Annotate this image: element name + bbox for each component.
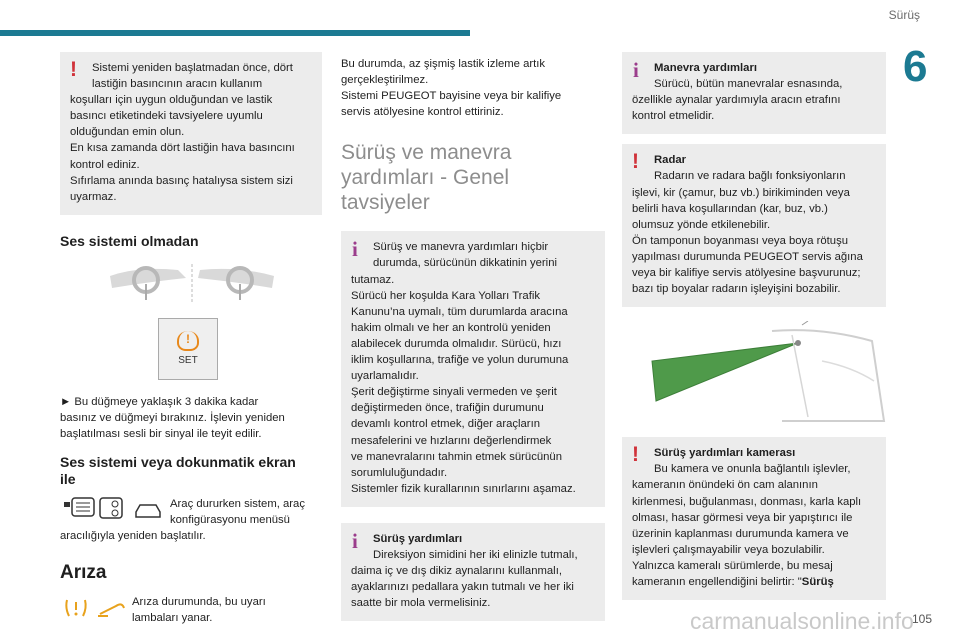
instruction-paragraph (60, 394, 322, 442)
info-line: tutamaz. (351, 273, 395, 286)
camera-illustration (622, 321, 886, 425)
camera-line: işlevleri çalışmayabilir veya bozulabilir. (632, 543, 825, 556)
driving-aids-title: Sürüş yardımları (373, 532, 463, 545)
info-line: Sistemler fizik kurallarının sınırlarını aşamaz. (351, 482, 576, 495)
intro-line: gerçekleştirilmez. (341, 74, 429, 87)
warning-line: basıncı etiketindeki tavsiyelere uyumlu (70, 110, 263, 123)
tpms-warning-box (60, 52, 322, 215)
instruction-line: basınız ve düğmeyi bırakınız. İşlevin yeniden (60, 411, 285, 424)
column-1 (60, 52, 322, 628)
radar-line: belirli hava koşullarından (kar, buz, vb.) (632, 202, 828, 215)
warning-line: olduğundan emin olun. (70, 126, 185, 139)
intro-line: servis atölyesine kontrol ettiriniz. (341, 106, 504, 119)
maneuver-aids-box (622, 52, 886, 134)
intro-paragraph (341, 56, 605, 120)
radar-line: yapılması durumunda PEUGEOT servis ağına (632, 250, 863, 263)
touch-line: Araç dururken sistem, araç (170, 498, 305, 511)
dashboard-illustration (108, 262, 278, 306)
camera-line: kameranın önündeki ön cam alanının (632, 479, 818, 492)
heading-fault: Arıza (60, 562, 107, 584)
fault-text (132, 594, 266, 626)
camera-line: Bu kamera ve onunla bağlantılı işlevler, (654, 463, 851, 476)
radar-line: bazı tip boyalar radarın işleyişini bozabilir. (632, 283, 841, 296)
radar-warning-box (622, 144, 886, 307)
windshield-camera-image (622, 321, 886, 425)
section-title-line: Sürüş ve manevra (341, 141, 512, 165)
watermark: carmanualsonline.info (690, 608, 914, 634)
heading-touchscreen: Ses sistemi veya dokunmatik ekran ile (60, 454, 296, 488)
info-line: ve manevralarını tahmin etmek sürücünün (351, 450, 562, 463)
info-line: Kanunu’na uymalı, tüm durumlarda aracına (351, 305, 568, 318)
chapter-color-bar (0, 30, 470, 36)
info-icon: i (352, 528, 358, 553)
dashboard-image (108, 262, 278, 306)
radar-line: işlevi, kir (çamur, buz vb.) birikiminden veya (632, 186, 850, 199)
section-title (341, 140, 605, 215)
touchscreen-text-bottom (60, 528, 206, 544)
camera-line-last: kameranın engellendiğini belirtir: "Sürüş (632, 575, 834, 588)
warning-line: kontrol ediniz. (70, 158, 140, 171)
warning-icon: ! (632, 443, 639, 467)
touchscreen-section (60, 496, 322, 546)
maneuver-line: özellikle aynalar yardımıyla aracın etrafını (632, 94, 841, 107)
maneuver-title: Manevra yardımları (654, 62, 757, 74)
maneuver-line: kontrol etmelidir. (632, 110, 715, 123)
tyre-pressure-icon: ! (177, 331, 199, 351)
info-line: iklim koşullarına, trafiğe ve yolun durumuna (351, 354, 569, 367)
camera-line: üzerinin kaplanması durumunda kamera ve (632, 527, 849, 540)
warning-line: Sistemi yeniden başlatmadan önce, dört (92, 62, 293, 74)
tpms-reset-button-illustration (158, 318, 218, 380)
info-icon: i (633, 58, 639, 82)
warning-line: koşulları için uygun olduğundan ve lastik (70, 94, 273, 107)
section-title-line: yardımları - Genel (341, 166, 510, 190)
touch-line: konfigürasyonu menüsü (170, 514, 290, 527)
driving-aids-box (341, 523, 605, 621)
set-label: SET (178, 355, 198, 367)
camera-line: Yalnızca kameralı sürümlerde, bu mesaj (632, 559, 833, 572)
warning-line: lastiğin basıncının aracın kullanım (92, 78, 263, 91)
instruction-line: ► Bu düğmeye yaklaşık 3 dakika kadar (60, 395, 259, 408)
info-icon: i (352, 237, 358, 262)
driving-aids-line: daima iç ve dış dikiz aynalarını kullanmalı, (351, 565, 562, 578)
info-line: Sürüş ve manevra yardımları hiçbir (373, 241, 549, 254)
fault-section (60, 594, 322, 628)
column-2 (341, 52, 605, 621)
info-line: alabilecek durumda olmalıdır. Sürücü, hızı (351, 337, 562, 350)
section-title-line: tavsiyeler (341, 191, 430, 215)
warning-line: uyarmaz. (70, 190, 117, 203)
warning-lamps (64, 596, 128, 620)
info-line: devamlı kontrol etmek, diğer araçların (351, 418, 540, 431)
info-line: değiştirmeden önce, trafiğin durumunu (351, 402, 544, 415)
maneuver-line: Sürücü, bütün manevralar esnasında, (654, 78, 843, 91)
warning-line: Sıfırlama anında basınç hatalıysa sistem sizi (70, 174, 293, 187)
driving-aids-line: Direksiyon simidini her iki elinizle tutmalı, (373, 548, 578, 561)
radar-line: olumsuz yönde etkilenebilir. (632, 218, 771, 231)
radar-line: veya bir kalifiye servis atölyesine başvurunuz; (632, 267, 861, 280)
fault-line: lambaları yanar. (132, 612, 213, 625)
warning-icon: ! (70, 58, 77, 81)
camera-line: kirlenmesi, buğulanması, donması, karla kaplı (632, 495, 862, 508)
info-line: hakim olmalı ve her an kontrolü yeniden (351, 321, 551, 334)
driving-aids-line: saatte bir mola vermelisiniz. (351, 597, 491, 610)
info-line: Sürücü her koşulda Kara Yolları Trafik (351, 289, 541, 302)
instruction-line: başlatılması sesli bir sinyal ile teyit edilir. (60, 428, 262, 441)
radar-title: Radar (654, 154, 687, 167)
radar-line: Radarın ve radara bağlı fonksiyonların (654, 170, 846, 183)
camera-line: olması, hasar görmesi veya bir yapıştırıcı ile (632, 511, 853, 524)
column-3 (622, 52, 886, 600)
general-info-box (341, 231, 605, 507)
fault-line: Arıza durumunda, bu uyarı (132, 596, 266, 609)
running-head: Sürüş (888, 8, 920, 22)
page-number: 105 (912, 612, 933, 626)
info-line: durumda, sürücünün dikkatinin yerini (373, 257, 557, 270)
info-line: sorumluluğundadır. (351, 466, 448, 479)
radar-line: Ön tamponun boyanması veya boya rötuşu (632, 234, 849, 247)
camera-warning-box (622, 437, 886, 600)
info-line: uyarlamalıdır. (351, 370, 419, 383)
camera-title: Sürüş yardımları kamerası (654, 447, 796, 460)
touch-line: aracılığıyla yeniden başlatılır. (60, 530, 206, 543)
info-line: mesafelerini ve hızlarını değerlendirmek (351, 434, 552, 447)
info-line: Şerit değiştirme sinyali vermeden ve şerit (351, 386, 557, 399)
warning-line: En kısa zamanda dört lastiğin hava basıncını (70, 142, 295, 155)
driving-aids-line: ayaklarınızı pedallara yakın tutmalı ve her iki (351, 581, 574, 594)
intro-line: Sistemi PEUGEOT bayisine veya bir kalifiye (341, 90, 562, 103)
heading-no-audio: Ses sistemi olmadan (60, 232, 199, 249)
warning-icon: ! (632, 150, 639, 174)
menu-icons (60, 496, 164, 522)
touchscreen-text-top (170, 496, 305, 528)
intro-line: Bu durumda, az şişmiş lastik izleme artık (341, 58, 546, 70)
chapter-number: 6 (903, 42, 928, 91)
